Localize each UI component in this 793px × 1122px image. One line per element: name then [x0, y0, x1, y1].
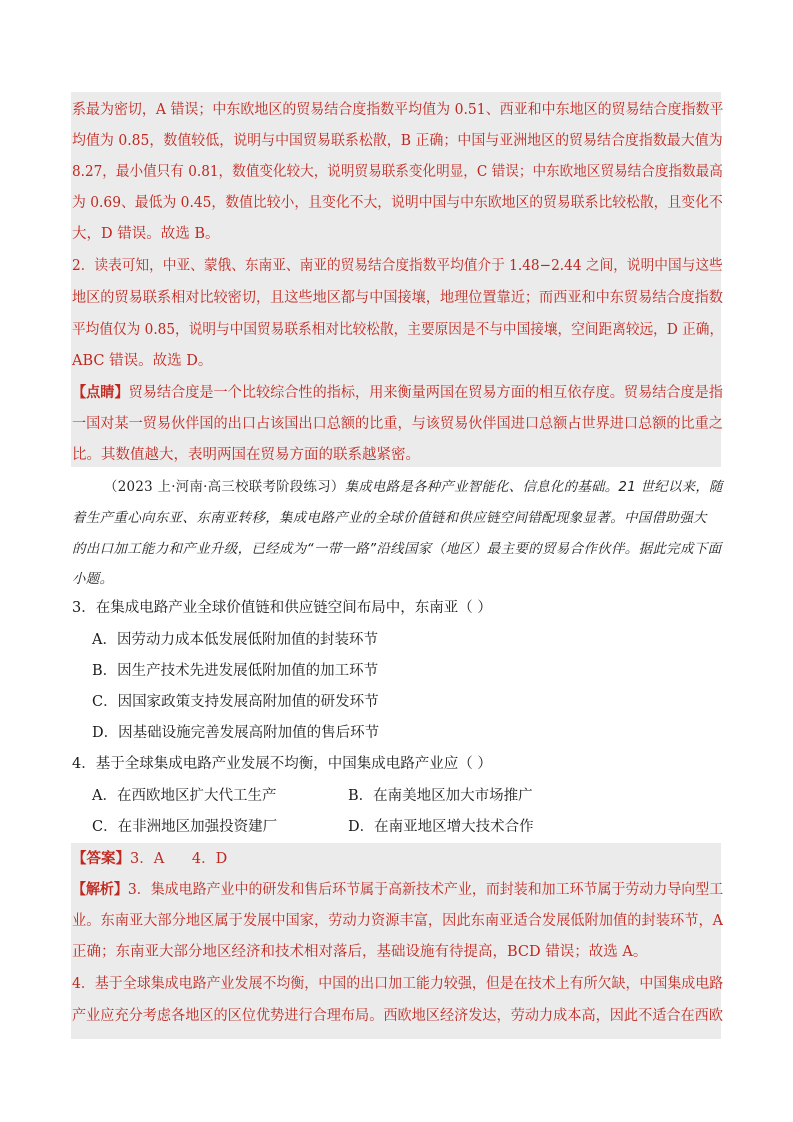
option-d: D．因基础设施完善发展高附加值的售后环节	[92, 725, 380, 741]
remark-line: 【点睛】贸易结合度是一个比较综合性的指标，用来衡量两国在贸易方面的相互依存度。贸易结合度是指	[72, 384, 723, 401]
question-stem: 4．基于全球集成电路产业发展不均衡，中国集成电路产业应（ ）	[72, 756, 492, 772]
remark-tag: 【点睛】	[72, 384, 129, 401]
analysis-tag: 【解析】	[72, 881, 128, 898]
analysis-line: 【解析】3．集成电路产业中的研发和售后环节属于高新技术产业，而封装和加工环节属于劳动力导向型工	[72, 881, 724, 898]
option-b: B．因生产技术先进发展低附加值的加工环节	[92, 663, 379, 679]
analysis-line: 均值为 0.85，数值较低，说明与中国贸易联系松散，B 正确；中国与亚洲地区的贸易结合度指数最大值为	[72, 133, 723, 149]
answer-tag: 【答案】	[72, 850, 130, 867]
analysis-line: 大，D 错误。故选 B。	[72, 226, 220, 242]
option-c: C．在非洲地区加强投资建厂	[92, 819, 278, 835]
remark-line: 一国对某一贸易伙伴国的出口占该国出口总额的比重，与该贸易伙伴国进口总额占世界进口总额的比重之	[72, 416, 723, 432]
answer-text: 3．A 4．D	[130, 851, 228, 867]
option-a: A．因劳动力成本低发展低附加值的封装环节	[92, 632, 378, 648]
analysis-line: 4．基于全球集成电路产业发展不均衡，中国的出口加工能力较强，但是在技术上有所欠缺，中国集成电路	[72, 976, 724, 992]
option-c: C．因国家政策支持发展高附加值的研发环节	[92, 694, 379, 710]
option-b: B．在南美地区加大市场推广	[348, 788, 533, 804]
analysis-line: 正确；东南亚大部分地区经济和技术相对落后，基础设施有待提高，BCD 错误；故选 A。	[72, 944, 648, 960]
analysis-line: 地区的贸易联系相对比较密切，且这些地区都与中国接壤，地理位置靠近；而西亚和中东贸易结合度指数	[72, 290, 723, 306]
material-line: （2023 上·河南·高三校联考阶段练习）集成电路是各种产业智能化、信息化的基础。21 世纪以来，随	[104, 479, 723, 495]
analysis-line: 系最为密切，A 错误；中东欧地区的贸易结合度指数平均值为 0.51、西亚和中东地区的贸易结合度指数平	[72, 102, 724, 118]
analysis-line: 8.27，最小值只有 0.81，数值变化较大，说明贸易联系变化明显，C 错误；中东欧地区贸易结合度指数最高	[72, 164, 723, 180]
material-source: （2023 上·河南·高三校联考阶段练习）	[104, 479, 345, 495]
question-stem: 3．在集成电路产业全球价值链和供应链空间布局中，东南亚（ ）	[72, 600, 492, 616]
option-d: D．在南亚地区增大技术合作	[348, 819, 534, 835]
analysis-line: 业。东南亚大部分地区属于发展中国家，劳动力资源丰富，因此东南亚适合发展低附加值的封装环节，A	[72, 913, 723, 929]
analysis-line: 平均值仅为 0.85，说明与中国贸易联系相对比较松散，主要原因是不与中国接壤，空间距离较远，D 正确，	[72, 322, 724, 338]
option-a: A．在西欧地区扩大代工生产	[92, 788, 277, 804]
material-line: 的出口加工能力和产业升级，已经成为“一带一路”沿线国家（地区）最主要的贸易合作伙伴。据此完成下面	[72, 541, 722, 557]
material-line: 小题。	[72, 571, 114, 587]
remark-line: 比。其数值越大，表明两国在贸易方面的联系越紧密。	[72, 447, 420, 463]
analysis-line: 为 0.69、最低为 0.45，数值比较小，且变化不大，说明中国与中东欧地区的贸易联系比较松散，且变化不	[72, 195, 723, 211]
analysis-line: 产业应充分考虑各地区的区位优势进行合理布局。西欧地区经济发达，劳动力成本高，因此不适合在西欧	[72, 1008, 723, 1024]
analysis-line: 2．读表可知，中亚、蒙俄、东南亚、南亚的贸易结合度指数平均值介于 1.48−2.44 之间，说明中国与这些	[72, 258, 723, 274]
answer-line	[72, 849, 227, 869]
analysis-line: ABC 错误。故选 D。	[72, 353, 213, 369]
material-line: 着生产重心向东亚、东南亚转移，集成电路产业的全球价值链和供应链空间错配现象显著。中国借助强大	[72, 510, 707, 526]
